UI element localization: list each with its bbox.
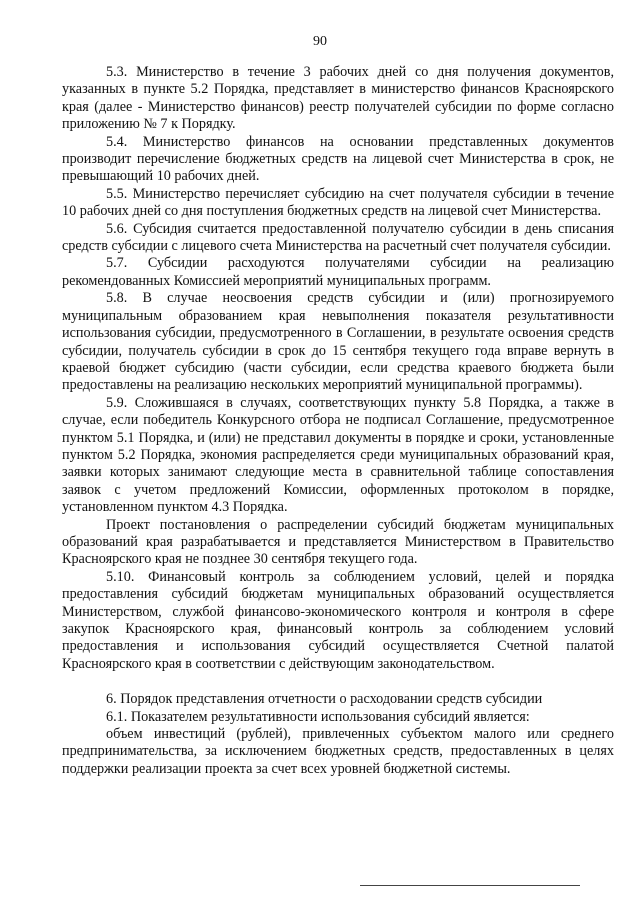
paragraph-5-10: 5.10. Финансовый контроль за соблюдением условий, целей и порядка предоставления субсидий бюджетам муниципальных образований осуществляется Министерством, службой финансово-экономического контроля и контроля в сфере закупок Красноярского края, финансовый контроль за соблюдением условий предоставления и использования субсидий осуществляется Счетной палатой Красноярского края в соответствии с действующим законодательством. — [62, 568, 614, 672]
paragraph-5-5: 5.5. Министерство перечисляет субсидию на счет получателя субсидии в течение 10 рабочих дней со дня поступления бюджетных средств на лицевой счет Министерства. — [62, 185, 614, 220]
paragraph-5-8: 5.8. В случае неосвоения средств субсидии и (или) прогнозируемого муниципальным образованием края невыполнения показателя результативности использования субсидии, предусмотренного в Соглашении, в результате освоения средств субсидии, получатель субсидии в срок до 15 сентября текущего года вправе вернуть в краевой бюджет субсидию (части субсидии, если средства краевого бюджета были предоставлены на реализацию нескольких мероприятий муниципальной программы). — [62, 290, 614, 394]
page-number: 90 — [313, 34, 327, 49]
paragraph-5-4: 5.4. Министерство финансов на основании представленных документов производит перечисление бюджетных средств на лицевой счет Министерства в срок, не превышающий 10 рабочих дней. — [62, 133, 614, 185]
document-body — [62, 64, 614, 778]
paragraph-6-1: 6.1. Показателем результативности использования субсидий является: — [106, 708, 530, 725]
paragraph-5-3: 5.3. Министерство в течение 3 рабочих дней со дня получения документов, указанных в пункте 5.2 Порядка, представляет в министерство финансов Красноярского края (далее - Министерство финансов) реестр получателей субсидии по форме согласно приложению № 7 к Порядку. — [62, 64, 614, 133]
section-6-heading: 6. Порядок представления отчетности о расходовании средств субсидии — [106, 691, 543, 708]
paragraph-5-7: 5.7. Субсидии расходуются получателями субсидии на реализацию рекомендованных Комиссией мероприятий муниципальных программ. — [62, 255, 614, 289]
footer-divider — [360, 885, 580, 886]
paragraph-indicator: объем инвестиций (рублей), привлеченных субъектом малого или среднего предпринимательства, за исключением бюджетных средств, предоставленных в целях поддержки реализации проекта за счет всех уровней бюджетной системы. — [62, 726, 614, 777]
paragraph-5-9: 5.9. Сложившаяся в случаях, соответствующих пункту 5.8 Порядка, а также в случае, если победитель Конкурсного отбора не подписал Соглашение, предусмотренное пунктом 5.1 Порядка, и (или) не представил документы в порядке и сроки, установленные пунктом 5.2 Порядка, экономия распределяется среди муниципальных образований края, заявки которых занимают следующие места в сравнительной таблице сопоставления заявок с учетом предложений Комиссии, оформленных протоколом в порядке, установленном пунктом 4.3 Порядка. — [62, 394, 614, 516]
paragraph-draft-resolution: Проект постановления о распределении субсидий бюджетам муниципальных образований края разрабатывается и представляется Министерством в Правительство Красноярского края не позднее 30 сентября текущего года. — [62, 516, 614, 568]
paragraph-5-6: 5.6. Субсидия считается предоставленной получателю субсидии в день списания средств субсидии с лицевого счета Министерства на расчетный счет получателя субсидии. — [62, 220, 614, 255]
